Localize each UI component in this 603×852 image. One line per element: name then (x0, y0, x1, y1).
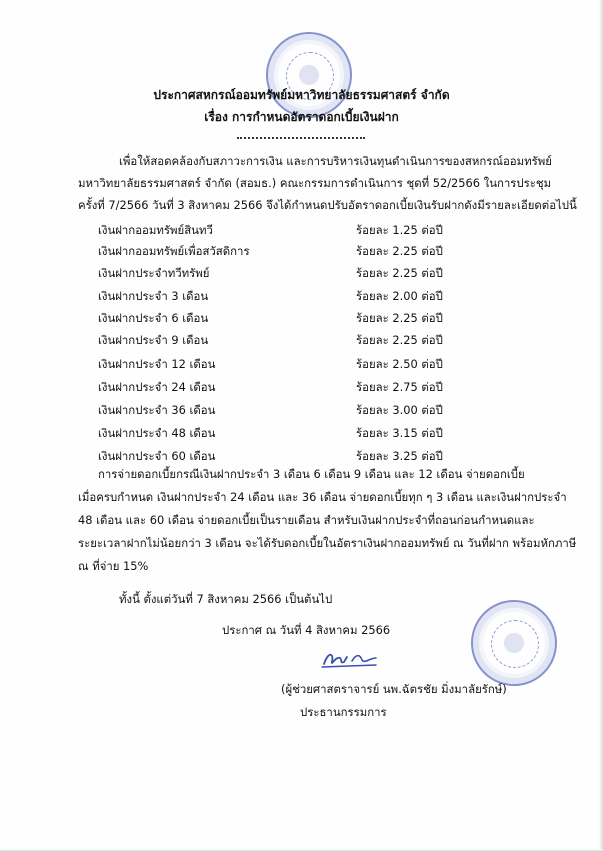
rate-value: ร้อยละ 2.50 ต่อปี (356, 357, 443, 371)
rate-label: เงินฝากประจำ 36 เดือน (98, 403, 216, 417)
announcement-date: ประกาศ ณ วันที่ 4 สิงหาคม 2566 (222, 623, 391, 637)
rate-label: เงินฝากประจำ 6 เดือน (98, 311, 209, 325)
payment-line-2: เมื่อครบกำหนด เงินฝากประจำ 24 เดือน และ 36 เดือน จ่ายดอกเบี้ยทุก ๆ 3 เดือน และเงินฝากประจำ (78, 490, 567, 504)
rate-label: เงินฝากประจำ 60 เดือน (98, 449, 216, 463)
rate-label: เงินฝากประจำ 9 เดือน (98, 333, 209, 347)
intro-line-3: ครั้งที่ 7/2566 วันที่ 3 สิงหาคม 2566 จึงได้กำหนดปรับอัตราดอกเบี้ยเงินรับฝากดังมีรายละเอียดต่อไปนี้ (78, 198, 577, 212)
intro-line-2: มหาวิทยาลัยธรรมศาสตร์ จำกัด (สอมธ.) คณะกรรมการดำเนินการ ชุดที่ 52/2566 ในการประชุม (78, 176, 552, 190)
cooperative-seal-stamp-top (266, 32, 352, 118)
rate-value: ร้อยละ 2.25 ต่อปี (356, 244, 443, 258)
rate-value: ร้อยละ 2.25 ต่อปี (356, 266, 443, 280)
rate-label: เงินฝากประจำ 12 เดือน (98, 357, 216, 371)
payment-line-3: 48 เดือน และ 60 เดือน จ่ายดอกเบี้ยเป็นรายเดือน สำหรับเงินฝากประจำที่ถอนก่อนกำหนดและ (78, 513, 535, 527)
rate-value: ร้อยละ 3.15 ต่อปี (356, 426, 443, 440)
rate-label: เงินฝากประจำ 48 เดือน (98, 426, 216, 440)
effective-date: ทั้งนี้ ตั้งแต่วันที่ 7 สิงหาคม 2566 เป็นต้นไป (119, 592, 333, 606)
rate-label: เงินฝากประจำทวีทรัพย์ (98, 266, 210, 280)
signature-mark (320, 648, 380, 670)
rate-value: ร้อยละ 2.00 ต่อปี (356, 289, 443, 303)
page-edge-shadow (599, 0, 603, 852)
payment-line-5: ณ ที่จ่าย 15% (78, 559, 149, 573)
rate-label: เงินฝากออมทรัพย์เพื่อสวัสดิการ (98, 244, 250, 258)
rate-label: เงินฝากประจำ 24 เดือน (98, 380, 216, 394)
rate-value: ร้อยละ 3.00 ต่อปี (356, 403, 443, 417)
signer-position: ประธานกรรมการ (300, 705, 387, 719)
announcement-title: ประกาศสหกรณ์ออมทรัพย์มหาวิทยาลัยธรรมศาสตร์ จำกัด (153, 88, 450, 102)
announcement-subject: เรื่อง การกำหนดอัตราดอกเบี้ยเงินฝาก (204, 110, 399, 124)
payment-line-4: ระยะเวลาฝากไม่น้อยกว่า 3 เดือน จะได้รับดอกเบี้ยในอัตราเงินฝากออมทรัพย์ ณ วันที่ฝาก พร้อมหักภาษี (78, 536, 577, 550)
payment-line-1: การจ่ายดอกเบี้ยกรณีเงินฝากประจำ 3 เดือน 6 เดือน 9 เดือน และ 12 เดือน จ่ายดอกเบี้ย (98, 467, 525, 481)
intro-line-1: เพื่อให้สอดคล้องกับสภาวะการเงิน และการบริหารเงินทุนดำเนินการของสหกรณ์ออมทรัพย์ (119, 154, 552, 168)
rate-value: ร้อยละ 3.25 ต่อปี (356, 449, 443, 463)
rate-value: ร้อยละ 1.25 ต่อปี (356, 223, 443, 237)
dotted-divider (237, 137, 365, 139)
rate-value: ร้อยละ 2.25 ต่อปี (356, 333, 443, 347)
rate-label: เงินฝากประจำ 3 เดือน (98, 289, 209, 303)
rate-value: ร้อยละ 2.25 ต่อปี (356, 311, 443, 325)
cooperative-seal-stamp-bottom (471, 600, 557, 686)
rate-label: เงินฝากออมทรัพย์สินทวี (98, 223, 213, 237)
rate-value: ร้อยละ 2.75 ต่อปี (356, 380, 443, 394)
signer-name: (ผู้ช่วยศาสตราจารย์ นพ.ฉัตรชัย มิ่งมาลัยรักษ์) (281, 682, 507, 696)
